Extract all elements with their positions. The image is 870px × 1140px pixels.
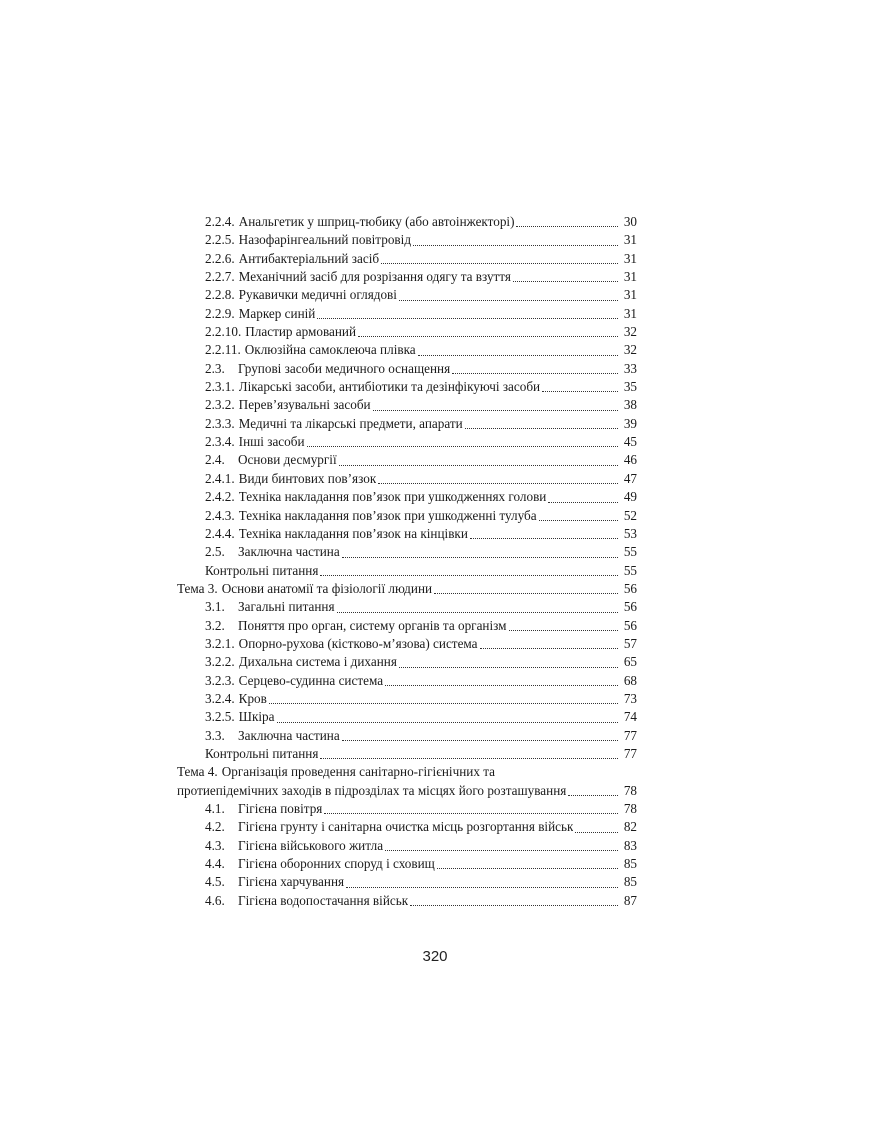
- page-number: 320: [422, 948, 448, 965]
- toc-entry-page: 32: [623, 324, 637, 340]
- toc-entry-number: 2.3.: [205, 360, 225, 376]
- toc-entry-page: 30: [623, 214, 637, 229]
- dot-leader: [378, 483, 618, 484]
- toc-entry-number: 3.2.3.: [205, 672, 235, 688]
- toc-entry-title: Опорно-рухова (кістково-м’язова) система: [238, 635, 478, 651]
- toc-entry-title: Заключна частина: [238, 544, 340, 560]
- toc-entry: [177, 818, 637, 836]
- toc-entry-number: 3.2.2.: [205, 654, 235, 670]
- toc-entry-number: 2.3.3.: [205, 415, 235, 431]
- toc-entry: [177, 727, 637, 745]
- toc-entry: [177, 286, 637, 304]
- toc-entry: [177, 543, 637, 561]
- toc-entry-page: 68: [623, 672, 637, 688]
- toc-entry-page: 85: [623, 874, 637, 890]
- dot-leader: [277, 722, 619, 723]
- toc-entry-title: Заключна частина: [238, 727, 340, 743]
- toc-entry: [177, 341, 637, 359]
- toc-entry-page: 49: [623, 489, 637, 505]
- dot-leader: [509, 630, 618, 631]
- toc-entry-page: 77: [623, 745, 637, 761]
- dot-leader: [470, 538, 618, 539]
- table-of-contents: [177, 213, 637, 910]
- toc-entry-number: 2.2.11.: [205, 342, 241, 358]
- toc-entry-page: 47: [623, 470, 637, 486]
- toc-entry-number: 2.4.2.: [205, 489, 235, 505]
- dot-leader: [410, 905, 618, 906]
- toc-entry-page: 32: [623, 342, 637, 358]
- toc-entry-number: 4.2.: [205, 819, 225, 835]
- toc-entry-page: 57: [623, 635, 637, 651]
- toc-entry: [177, 598, 637, 616]
- toc-entry-page: 55: [623, 544, 637, 560]
- toc-entry-page: 31: [623, 232, 637, 248]
- toc-entry-title: Механічний засіб для розрізання одягу та взуття: [238, 269, 511, 285]
- toc-entry-title: Види бинтових пов’язок: [238, 470, 377, 486]
- dot-leader: [381, 263, 618, 264]
- dot-leader: [548, 502, 618, 503]
- dot-leader: [465, 428, 618, 429]
- toc-entry-page: 73: [623, 690, 637, 706]
- dot-leader: [434, 593, 618, 594]
- dot-leader: [568, 795, 618, 796]
- dot-leader: [385, 850, 618, 851]
- dot-leader: [320, 575, 618, 576]
- toc-entry-title: Основи десмургії: [238, 452, 337, 468]
- toc-entry-title: Загальні питання: [238, 599, 335, 615]
- toc-entry-page: 38: [623, 397, 637, 413]
- toc-entry-page: 56: [623, 617, 637, 633]
- toc-entry-number: 2.2.6.: [205, 250, 235, 266]
- toc-entry-page: 56: [623, 599, 637, 615]
- dot-leader: [317, 318, 618, 319]
- toc-entry-title: Лікарські засоби, антибіотики та дезінфікуючі засоби: [238, 379, 541, 395]
- toc-entry: [177, 323, 637, 341]
- toc-entry-number: 2.2.9.: [205, 305, 235, 321]
- toc-entry-title: Рукавички медичні оглядові: [238, 287, 397, 303]
- toc-entry-title: Техніка накладання пов’язок на кінцівки: [238, 525, 468, 541]
- dot-leader: [269, 703, 618, 704]
- toc-entry-title: Серцево-судинна система: [238, 672, 384, 688]
- toc-entry-number: 3.2.: [205, 617, 225, 633]
- toc-entry-number: 3.1.: [205, 599, 225, 615]
- toc-entry: [177, 360, 637, 378]
- dot-leader: [324, 813, 618, 814]
- dot-leader: [452, 373, 618, 374]
- toc-entry-title: Гігієна оборонних споруд і сховищ: [238, 856, 435, 872]
- toc-entry-title: Дихальна система і дихання: [238, 654, 397, 670]
- toc-entry: [177, 800, 637, 818]
- toc-entry-page: 31: [623, 287, 637, 303]
- dot-leader: [373, 410, 618, 411]
- toc-entry: [177, 433, 637, 451]
- toc-entry-page: 83: [623, 837, 637, 853]
- toc-entry-number: 4.5.: [205, 874, 225, 890]
- toc-entry-number: 2.2.4.: [205, 214, 235, 229]
- toc-entry: [177, 231, 637, 249]
- dot-leader: [320, 758, 618, 759]
- toc-entry-number: 3.2.1.: [205, 635, 235, 651]
- toc-entry-number: 2.3.2.: [205, 397, 235, 413]
- toc-entry-page: 77: [623, 727, 637, 743]
- toc-entry-number: 2.4.3.: [205, 507, 235, 523]
- dot-leader: [385, 685, 618, 686]
- toc-entry-number: 2.3.4.: [205, 434, 235, 450]
- toc-entry: [177, 873, 637, 891]
- toc-entry-number: 2.4.1.: [205, 470, 235, 486]
- toc-entry-number: 2.2.5.: [205, 232, 235, 248]
- toc-entry-title: протиепідемічних заходів в підрозділах та місцях його розташування: [177, 782, 567, 798]
- dot-leader: [542, 391, 618, 392]
- toc-entry: [177, 250, 637, 268]
- toc-entry: [177, 690, 637, 708]
- toc-entry: [177, 213, 637, 231]
- toc-entry-number: 2.2.8.: [205, 287, 235, 303]
- dot-leader: [342, 557, 618, 558]
- toc-entry-number: 2.4.: [205, 452, 225, 468]
- toc-entry-page: 74: [623, 709, 637, 725]
- dot-leader: [342, 740, 618, 741]
- toc-entry: [177, 525, 637, 543]
- toc-entry-title: Назофарінгеальний повітровід: [238, 232, 412, 248]
- dot-leader: [418, 355, 618, 356]
- toc-entry-title: Поняття про орган, систему органів та організм: [238, 617, 507, 633]
- toc-entry: [177, 415, 637, 433]
- toc-entry: [177, 837, 637, 855]
- dot-leader: [575, 832, 618, 833]
- toc-entry-title: Основи анатомії та фізіології людини: [221, 580, 433, 596]
- toc-entry-page: 85: [623, 856, 637, 872]
- toc-entry-page: 82: [623, 819, 637, 835]
- dot-leader: [339, 465, 618, 466]
- toc-entry-page: 56: [623, 580, 637, 596]
- toc-entry-page: 46: [623, 452, 637, 468]
- toc-entry: [177, 396, 637, 414]
- toc-entry-title: Техніка накладання пов’язок при ушкодженнях голови: [238, 489, 547, 505]
- toc-entry-title: Перев’язувальні засоби: [238, 397, 371, 413]
- toc-entry-number: 4.1.: [205, 801, 225, 816]
- dot-leader: [399, 300, 618, 301]
- toc-entry-title: Антибактеріальний засіб: [238, 250, 380, 266]
- toc-entry-page: 55: [623, 562, 637, 578]
- dot-leader: [399, 667, 618, 668]
- toc-entry-page: 31: [623, 250, 637, 266]
- toc-entry: [177, 470, 637, 488]
- toc-entry: [177, 782, 637, 800]
- toc-entry: [177, 451, 637, 469]
- toc-entry-title: Гігієна харчування: [238, 874, 345, 890]
- toc-entry: [177, 635, 637, 653]
- toc-entry-page: 65: [623, 654, 637, 670]
- toc-entry-page: 35: [623, 379, 637, 395]
- toc-entry: [177, 488, 637, 506]
- toc-entry: [177, 653, 637, 671]
- toc-entry: [177, 892, 637, 910]
- toc-entry-page: 45: [623, 434, 637, 450]
- toc-entry: [177, 763, 637, 781]
- toc-entry-title: Кров: [238, 690, 267, 706]
- dot-leader: [437, 868, 618, 869]
- toc-entry-number: 3.2.4.: [205, 690, 235, 706]
- toc-entry-title: Анальгетик у шприц-тюбику (або автоінжекторі): [238, 214, 515, 229]
- toc-entry-page: 53: [623, 525, 637, 541]
- dot-leader: [337, 612, 618, 613]
- toc-entry-title: Інші засоби: [238, 434, 305, 450]
- dot-leader: [413, 245, 618, 246]
- toc-entry-number: 4.4.: [205, 856, 225, 872]
- toc-entry: [177, 617, 637, 635]
- toc-entry-title: Організація проведення санітарно-гігієнічних та: [221, 764, 496, 780]
- toc-entry-number: 4.6.: [205, 892, 225, 908]
- toc-entry: [177, 745, 637, 763]
- toc-entry-page: 78: [623, 782, 637, 798]
- toc-entry-number: Тема 4.: [177, 764, 218, 780]
- toc-entry: [177, 305, 637, 323]
- toc-entry-title: Гігієна військового житла: [238, 837, 384, 853]
- toc-entry: [177, 855, 637, 873]
- toc-entry-page: 78: [623, 801, 637, 816]
- toc-entry-title: Шкіра: [238, 709, 275, 725]
- toc-entry-title: Техніка накладання пов’язок при ушкодженні тулуба: [238, 507, 537, 523]
- toc-entry-page: 33: [623, 360, 637, 376]
- toc-entry-title: Групові засоби медичного оснащення: [238, 360, 451, 376]
- dot-leader: [539, 520, 618, 521]
- toc-entry-title: Контрольні питання: [205, 745, 319, 761]
- toc-entry-title: Гігієна грунту і санітарна очистка місць розгортання військ: [238, 819, 574, 835]
- toc-entry: [177, 580, 637, 598]
- toc-entry: [177, 378, 637, 396]
- toc-entry-title: Маркер синій: [238, 305, 316, 321]
- toc-entry-title: Контрольні питання: [205, 562, 319, 578]
- toc-entry-page: 52: [623, 507, 637, 523]
- toc-entry-title: Пластир армований: [245, 324, 357, 340]
- dot-leader: [516, 226, 618, 227]
- toc-entry: [177, 507, 637, 525]
- toc-entry: [177, 672, 637, 690]
- toc-entry-title: Гігієна водопостачання військ: [238, 892, 409, 908]
- toc-entry: [177, 708, 637, 726]
- dot-leader: [346, 887, 618, 888]
- toc-entry-page: 87: [623, 892, 637, 908]
- toc-entry-number: 2.4.4.: [205, 525, 235, 541]
- toc-entry-title: Оклюзійна самоклеюча плівка: [244, 342, 416, 358]
- toc-entry-page: 39: [623, 415, 637, 431]
- toc-entry-title: Медичні та лікарські предмети, апарати: [238, 415, 463, 431]
- toc-entry: [177, 268, 637, 286]
- toc-entry-number: 2.2.7.: [205, 269, 235, 285]
- toc-entry: [177, 562, 637, 580]
- dot-leader: [513, 281, 618, 282]
- toc-entry-number: 2.3.1.: [205, 379, 235, 395]
- toc-entry-title: Гігієна повітря: [238, 801, 323, 816]
- toc-entry-number: 3.2.5.: [205, 709, 235, 725]
- toc-entry-number: 2.2.10.: [205, 324, 242, 340]
- dot-leader: [358, 336, 618, 337]
- toc-entry-page: 31: [623, 269, 637, 285]
- dot-leader: [307, 446, 618, 447]
- toc-entry-number: Тема 3.: [177, 580, 218, 596]
- toc-entry-number: 4.3.: [205, 837, 225, 853]
- toc-entry-number: 3.3.: [205, 727, 225, 743]
- dot-leader: [480, 648, 618, 649]
- toc-entry-page: 31: [623, 305, 637, 321]
- toc-entry-number: 2.5.: [205, 544, 225, 560]
